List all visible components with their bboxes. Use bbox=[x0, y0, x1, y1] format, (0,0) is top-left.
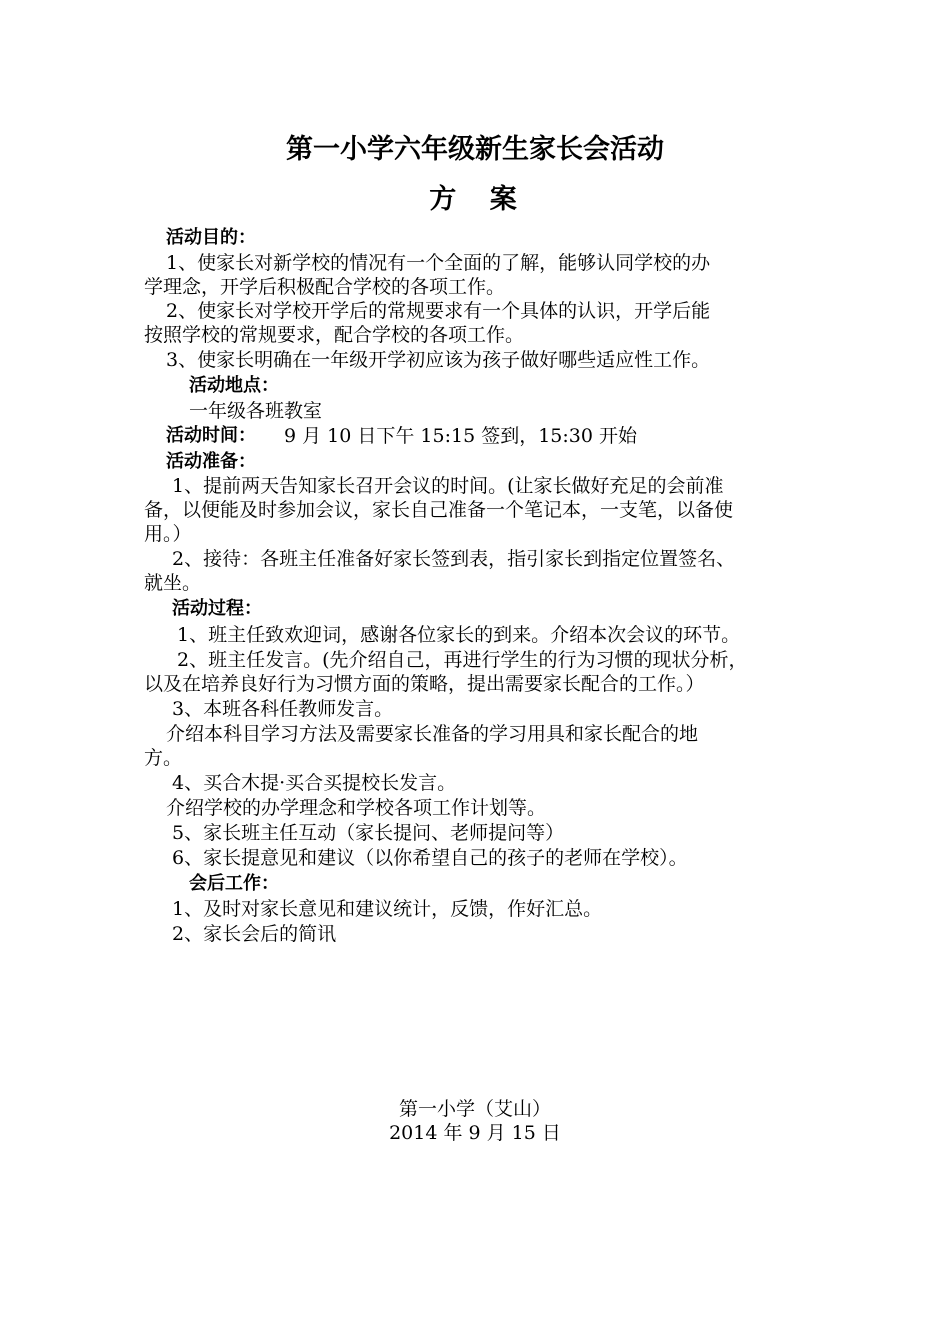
purpose-line: 2、使家长对学校开学后的常规要求有一个具体的认识，开学后能 bbox=[166, 300, 711, 322]
process-heading: 活动过程： bbox=[172, 598, 262, 619]
purpose-line: 学理念，开学后积极配合学校的各项工作。 bbox=[144, 276, 506, 298]
purpose-line: 按照学校的常规要求，配合学校的各项工作。 bbox=[144, 324, 525, 346]
after-line: 2、家长会后的简讯 bbox=[172, 923, 337, 945]
process-line: 介绍本科目学习方法及需要家长准备的学习用具和家长配合的地 bbox=[166, 723, 699, 745]
process-line: 以及在培养良好行为习惯方面的策略，提出需要家长配合的工作。） bbox=[144, 673, 705, 695]
process-line: 介绍学校的办学理念和学校各项工作计划等。 bbox=[166, 797, 547, 819]
process-line: 3、本班各科任教师发言。 bbox=[172, 698, 394, 720]
after-heading: 会后工作： bbox=[189, 873, 279, 894]
purpose-line: 3、使家长明确在一年级开学初应该为孩子做好哪些适应性工作。 bbox=[166, 349, 711, 371]
purpose-line: 1、使家长对新学校的情况有一个全面的了解，能够认同学校的办 bbox=[166, 252, 711, 274]
process-line: 6、家长提意见和建议（以你希望自己的孩子的老师在学校）。 bbox=[172, 847, 688, 869]
process-line: 方。 bbox=[144, 747, 183, 769]
preparation-line: 备，以便能及时参加会议，家长自己准备一个笔记本，一支笔，以备使 bbox=[144, 499, 734, 521]
location-heading: 活动地点： bbox=[189, 375, 279, 396]
process-line: 1、班主任致欢迎词，感谢各位家长的到来。介绍本次会议的环节。 bbox=[177, 624, 741, 646]
time-value: 9 月 10 日下午 15:15 签到，15:30 开始 bbox=[284, 425, 638, 447]
process-line: 5、家长班主任互动（家长提问、老师提问等） bbox=[172, 822, 565, 844]
preparation-line: 1、提前两天告知家长召开会议的时间。(让家长做好充足的会前准 bbox=[172, 475, 724, 497]
time-heading: 活动时间： bbox=[166, 425, 256, 446]
preparation-line: 用。） bbox=[144, 523, 192, 545]
purpose-heading: 活动目的： bbox=[166, 227, 256, 248]
preparation-heading: 活动准备： bbox=[166, 451, 256, 472]
process-line: 2、班主任发言。(先介绍自己，再进行学生的行为习惯的现状分析， bbox=[177, 649, 748, 671]
document-subtitle: 方 案 bbox=[429, 184, 529, 215]
document-title: 第一小学六年级新生家长会活动 bbox=[286, 134, 664, 165]
signature-date: 2014 年 9 月 15 日 bbox=[389, 1122, 561, 1144]
after-line: 1、及时对家长意见和建议统计，反馈，作好汇总。 bbox=[172, 898, 603, 920]
location-value: 一年级各班教室 bbox=[189, 400, 323, 422]
preparation-line: 2、接待：各班主任准备好家长签到表，指引家长到指定位置签名、 bbox=[172, 548, 736, 570]
preparation-line: 就坐。 bbox=[144, 572, 202, 594]
process-line: 4、买合木提·买合买提校长发言。 bbox=[172, 772, 457, 794]
signature-org: 第一小学（艾山） bbox=[398, 1098, 551, 1120]
